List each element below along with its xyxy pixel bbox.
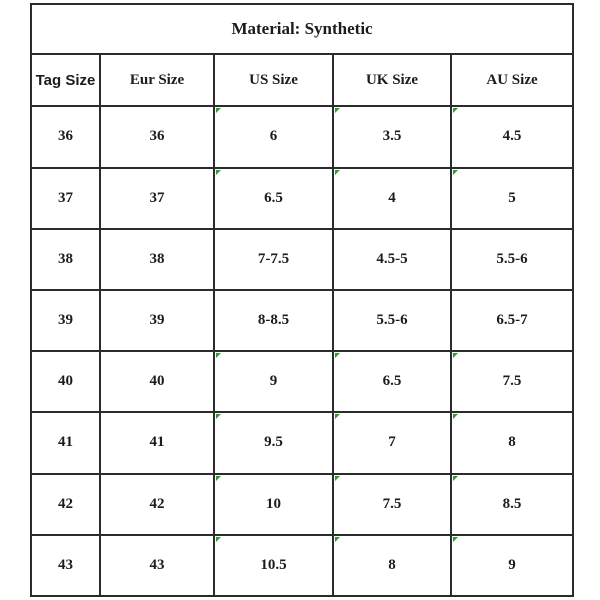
green-corner-marker-icon [335, 353, 340, 358]
green-corner-marker-icon [216, 476, 221, 481]
table-row [31, 168, 573, 229]
tag-size-cell: 36 [31, 106, 100, 167]
eur-size-cell: 39 [100, 290, 214, 351]
uk-size-cell: 3.5 [333, 106, 451, 167]
column-header-us-size: US Size [214, 54, 333, 106]
uk-size-cell: 6.5 [333, 351, 451, 412]
green-corner-marker-icon [216, 108, 221, 113]
green-corner-marker-icon [335, 537, 340, 542]
material-title: Material: Synthetic [31, 4, 573, 54]
table-row [31, 474, 573, 535]
green-corner-marker-icon [453, 537, 458, 542]
au-size-cell: 9 [451, 535, 573, 596]
table-row [31, 535, 573, 596]
table-title-row [31, 4, 573, 54]
tag-size-cell: 39 [31, 290, 100, 351]
au-size-cell: 6.5-7 [451, 290, 573, 351]
tag-size-cell: 40 [31, 351, 100, 412]
green-corner-marker-icon [453, 414, 458, 419]
green-corner-marker-icon [453, 108, 458, 113]
green-corner-marker-icon [216, 170, 221, 175]
us-size-cell: 7-7.5 [214, 229, 333, 290]
eur-size-cell: 43 [100, 535, 214, 596]
tag-size-cell: 43 [31, 535, 100, 596]
green-corner-marker-icon [453, 353, 458, 358]
us-size-cell: 10.5 [214, 535, 333, 596]
eur-size-cell: 40 [100, 351, 214, 412]
au-size-cell: 8 [451, 412, 573, 473]
table-row [31, 412, 573, 473]
green-corner-marker-icon [335, 414, 340, 419]
green-corner-marker-icon [453, 476, 458, 481]
table-row [31, 290, 573, 351]
column-header-tag-size: Tag Size [31, 54, 100, 106]
green-corner-marker-icon [216, 353, 221, 358]
eur-size-cell: 36 [100, 106, 214, 167]
green-corner-marker-icon [453, 170, 458, 175]
uk-size-cell: 7.5 [333, 474, 451, 535]
green-corner-marker-icon [335, 170, 340, 175]
us-size-cell: 10 [214, 474, 333, 535]
column-header-uk-size: UK Size [333, 54, 451, 106]
table-row [31, 229, 573, 290]
column-header-au-size: AU Size [451, 54, 573, 106]
tag-size-cell: 38 [31, 229, 100, 290]
uk-size-cell: 5.5-6 [333, 290, 451, 351]
au-size-cell: 5 [451, 168, 573, 229]
table-row [31, 351, 573, 412]
au-size-cell: 8.5 [451, 474, 573, 535]
eur-size-cell: 42 [100, 474, 214, 535]
table-row [31, 106, 573, 167]
us-size-cell: 9.5 [214, 412, 333, 473]
eur-size-cell: 41 [100, 412, 214, 473]
table-header-row [31, 54, 573, 106]
green-corner-marker-icon [216, 537, 221, 542]
green-corner-marker-icon [335, 476, 340, 481]
tag-size-cell: 41 [31, 412, 100, 473]
au-size-cell: 4.5 [451, 106, 573, 167]
green-corner-marker-icon [335, 108, 340, 113]
eur-size-cell: 37 [100, 168, 214, 229]
uk-size-cell: 8 [333, 535, 451, 596]
uk-size-cell: 4 [333, 168, 451, 229]
us-size-cell: 6.5 [214, 168, 333, 229]
au-size-cell: 7.5 [451, 351, 573, 412]
tag-size-cell: 42 [31, 474, 100, 535]
column-header-eur-size: Eur Size [100, 54, 214, 106]
us-size-cell: 6 [214, 106, 333, 167]
uk-size-cell: 4.5-5 [333, 229, 451, 290]
size-conversion-table [30, 3, 574, 597]
au-size-cell: 5.5-6 [451, 229, 573, 290]
uk-size-cell: 7 [333, 412, 451, 473]
tag-size-cell: 37 [31, 168, 100, 229]
eur-size-cell: 38 [100, 229, 214, 290]
green-corner-marker-icon [216, 414, 221, 419]
us-size-cell: 9 [214, 351, 333, 412]
us-size-cell: 8-8.5 [214, 290, 333, 351]
